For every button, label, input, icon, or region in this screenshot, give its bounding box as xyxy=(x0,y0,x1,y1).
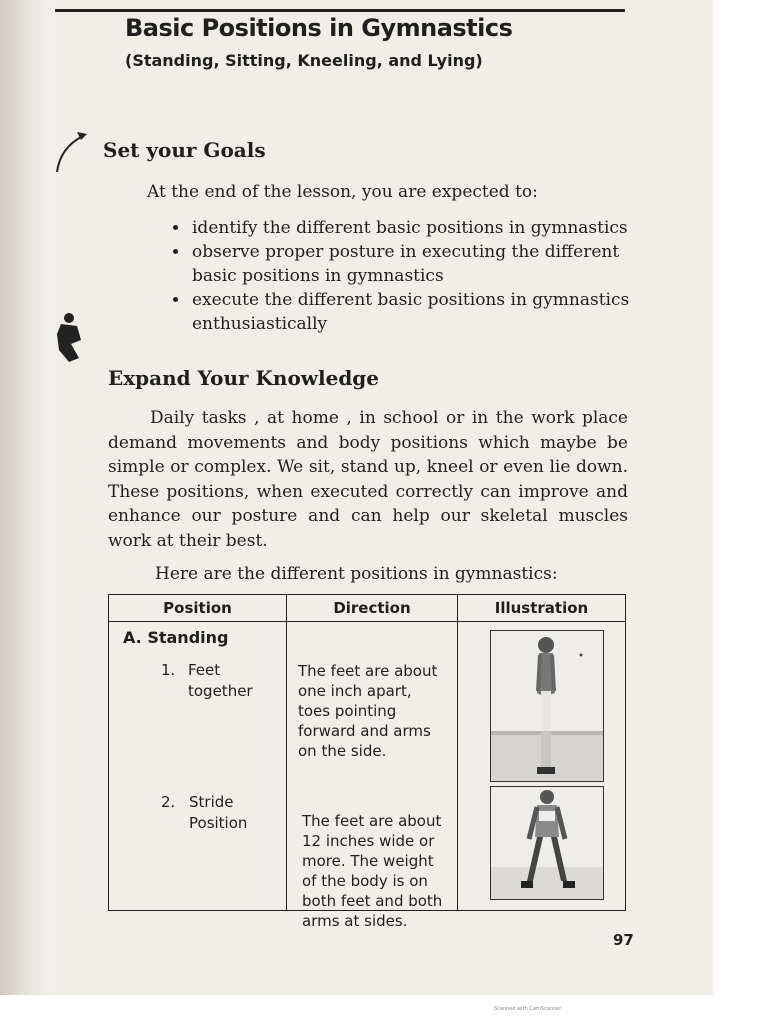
direction-line: on the side. xyxy=(298,742,387,760)
page-subtitle: (Standing, Sitting, Kneeling, and Lying) xyxy=(125,51,483,70)
direction-line: forward and arms xyxy=(298,722,431,740)
column-header-illustration: Illustration xyxy=(458,595,626,622)
goals-list xyxy=(165,216,655,336)
direction-line: 12 inches wide or xyxy=(302,832,435,850)
direction-text xyxy=(298,661,453,761)
scanner-note: Scanned with CamScanner xyxy=(494,1006,562,1012)
top-rule xyxy=(55,9,625,12)
book-spine-shadow xyxy=(0,0,55,1024)
table-lead-in: Here are the different positions in gymnastics: xyxy=(155,564,558,584)
list-item: • execute the different basic positions in gymnastics enthusiastically xyxy=(190,288,655,336)
knowledge-paragraph: Daily tasks , at home , in school or in the work place demand movements and body positions which maybe be simple or complex. We sit, stand up, kneel or even lie down. These positions, when executed correctly can improve and enhance our posture and can help our skeletal muscles work at their best. xyxy=(108,408,628,551)
direction-line: of the body is on xyxy=(302,872,428,890)
direction-line: toes pointing xyxy=(298,702,397,720)
knowledge-heading: Expand Your Knowledge xyxy=(108,366,380,390)
position-name-line: together xyxy=(188,682,253,700)
section-label: A. Standing xyxy=(123,628,229,647)
direction-line: both feet and both xyxy=(302,892,443,910)
item-number: 2. xyxy=(161,793,176,811)
table-row xyxy=(109,622,626,911)
goals-intro: At the end of the lesson, you are expected to: xyxy=(147,182,538,202)
list-item: • observe proper posture in executing the different basic positions in gymnastics xyxy=(190,240,655,288)
direction-line: The feet are about xyxy=(302,812,442,830)
direction-line: The feet are about xyxy=(298,662,438,680)
list-item: • identify the different basic positions in gymnastics xyxy=(190,216,655,240)
direction-line: more. The weight xyxy=(302,852,434,870)
goals-heading: Set your Goals xyxy=(103,138,266,162)
column-header-direction: Direction xyxy=(287,595,458,622)
stride-position-figure xyxy=(490,786,604,900)
position-name-line: Stride xyxy=(189,793,234,811)
page-number: 97 xyxy=(613,931,634,949)
page-right-margin xyxy=(713,0,768,1024)
position-name-line: Position xyxy=(189,814,248,832)
arrow-icon xyxy=(55,122,91,178)
standing-feet-together-figure xyxy=(490,630,604,782)
direction-line: one inch apart, xyxy=(298,682,412,700)
direction-text xyxy=(302,811,457,931)
page-bottom-margin xyxy=(0,995,768,1024)
positions-table xyxy=(108,594,626,930)
table-header-row xyxy=(109,595,626,622)
item-number: 1. xyxy=(161,661,176,679)
direction-cell xyxy=(287,622,458,930)
illustration-cell xyxy=(458,622,626,911)
column-header-position: Position xyxy=(109,595,287,622)
direction-line: arms at sides. xyxy=(302,912,408,930)
position-cell xyxy=(109,622,287,911)
position-name-line: Feet xyxy=(188,661,221,679)
gymnast-silhouette-icon xyxy=(55,310,87,366)
page-title: Basic Positions in Gymnastics xyxy=(125,14,513,42)
